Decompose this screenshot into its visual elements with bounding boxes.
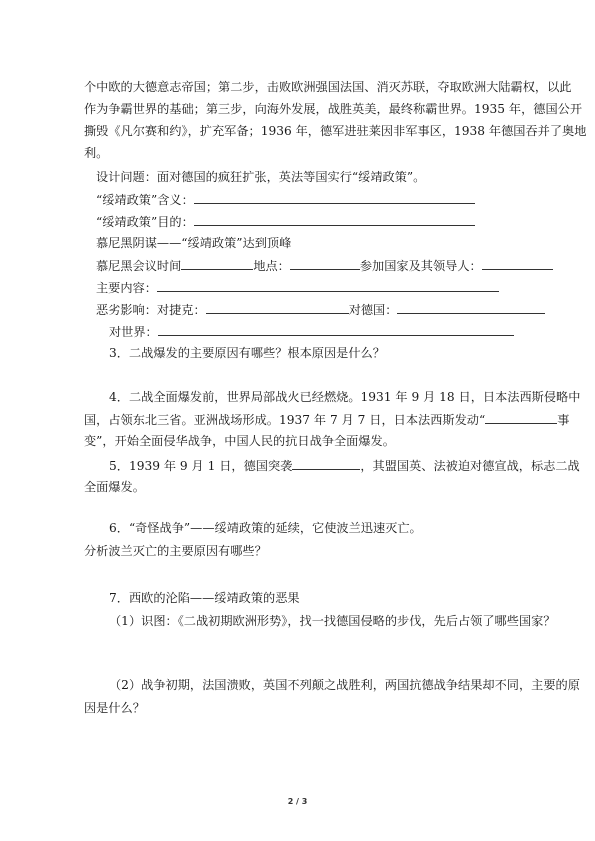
question-4-line-2-text: 国，占领东北三省。亚洲战场形成。1937 年 7 月 7 日，日本法西斯发动“ [84, 413, 486, 427]
incident-blank[interactable] [485, 411, 557, 424]
impact-czech-label: 恶劣影响：对捷克： [96, 303, 206, 317]
munich-countries-label: 参加国家及其领导人： [359, 259, 482, 273]
intro-line-2: 作为争霸世界的基础；第三步，向海外发展，战胜英美，最终称霸世界。1935 年，德国公开 [84, 102, 583, 116]
appeasement-purpose-row [96, 213, 475, 230]
question-6-line-1: 6．“奇怪战争”——绥靖政策的延续，它使波兰迅速灭亡。 [109, 521, 422, 535]
question-7-sub-2-line-1: （2）战争初期，法国溃败，英国不列颠之战胜利，两国抗德战争结果却不同，主要的原 [109, 678, 580, 692]
intro-line-3: 撕毁《凡尔赛和约》，扩充军备；1936 年，德军进驻莱因非军事区，1938 年德国吞并了奥地 [84, 124, 587, 138]
impact-world-blank[interactable] [158, 323, 514, 336]
question-7-sub-2-line-2: 因是什么？ [84, 701, 145, 715]
question-4-line-2 [84, 411, 569, 428]
question-3: 3．二战爆发的主要原因有哪些？根本原因是什么？ [109, 346, 385, 360]
impact-world-label: 对世界： [109, 325, 158, 339]
munich-title: 慕尼黑阴谋——“绥靖政策”达到顶峰 [96, 236, 292, 250]
question-4-line-2-end: 事 [557, 413, 570, 427]
question-4-line-1: 4．二战全面爆发前，世界局部战火已经燃烧。1931 年 9 月 18 日，日本法西斯侵略中 [109, 390, 581, 404]
munich-content-label: 主要内容： [96, 281, 157, 295]
invaded-country-blank[interactable] [292, 457, 360, 470]
page-number: 2 / 3 [287, 797, 308, 806]
impact-germany-label: 对德国： [348, 303, 398, 317]
question-6-line-2: 分析波兰灭亡的主要原因有哪些？ [84, 544, 267, 558]
munich-info-row [96, 257, 553, 274]
appeasement-meaning-blank[interactable] [194, 191, 475, 204]
munich-time-blank[interactable] [181, 257, 253, 270]
design-question: 设计问题：面对德国的疯狂扩张，英法等国实行“绥靖政策”。 [96, 170, 426, 184]
appeasement-meaning-row [96, 191, 475, 208]
impact-row [96, 301, 545, 318]
munich-time-label: 慕尼黑会议时间 [96, 259, 182, 273]
munich-place-label: 地点： [253, 259, 290, 273]
munich-place-blank[interactable] [290, 257, 360, 270]
appeasement-meaning-label: “绥靖政策”含义： [96, 193, 194, 207]
intro-line-1: 个中欧的大德意志帝国；第二步，击败欧洲强国法国、消灭苏联，夺取欧洲大陆霸权，以此 [84, 80, 572, 94]
appeasement-purpose-blank[interactable] [194, 213, 475, 226]
impact-czech-blank[interactable] [206, 301, 349, 314]
question-5-line-2: 全面爆发。 [84, 480, 145, 494]
question-5-text-post: ，其盟国英、法被迫对德宣战，标志二战 [360, 459, 580, 473]
munich-content-row [96, 279, 499, 296]
munich-content-blank[interactable] [157, 279, 499, 292]
question-4-line-3: 变”，开始全面侵华战争，中国人民的抗日战争全面爆发。 [84, 434, 395, 448]
intro-line-4: 利。 [84, 146, 109, 160]
impact-world-row [109, 323, 514, 340]
question-5-line-1 [109, 457, 580, 474]
question-5-text-pre: 5．1939 年 9 月 1 日，德国突袭 [109, 459, 293, 473]
question-7-sub-1: （1）识图：《二战初期欧洲形势》，找一找德国侵略的步伐，先后占领了哪些国家？ [109, 614, 556, 628]
appeasement-purpose-label: “绥靖政策”目的： [96, 215, 194, 229]
question-7-title: 7．西欧的沦陷——绥靖政策的恶果 [109, 591, 300, 605]
impact-germany-blank[interactable] [397, 301, 545, 314]
munich-countries-blank[interactable] [482, 257, 553, 270]
